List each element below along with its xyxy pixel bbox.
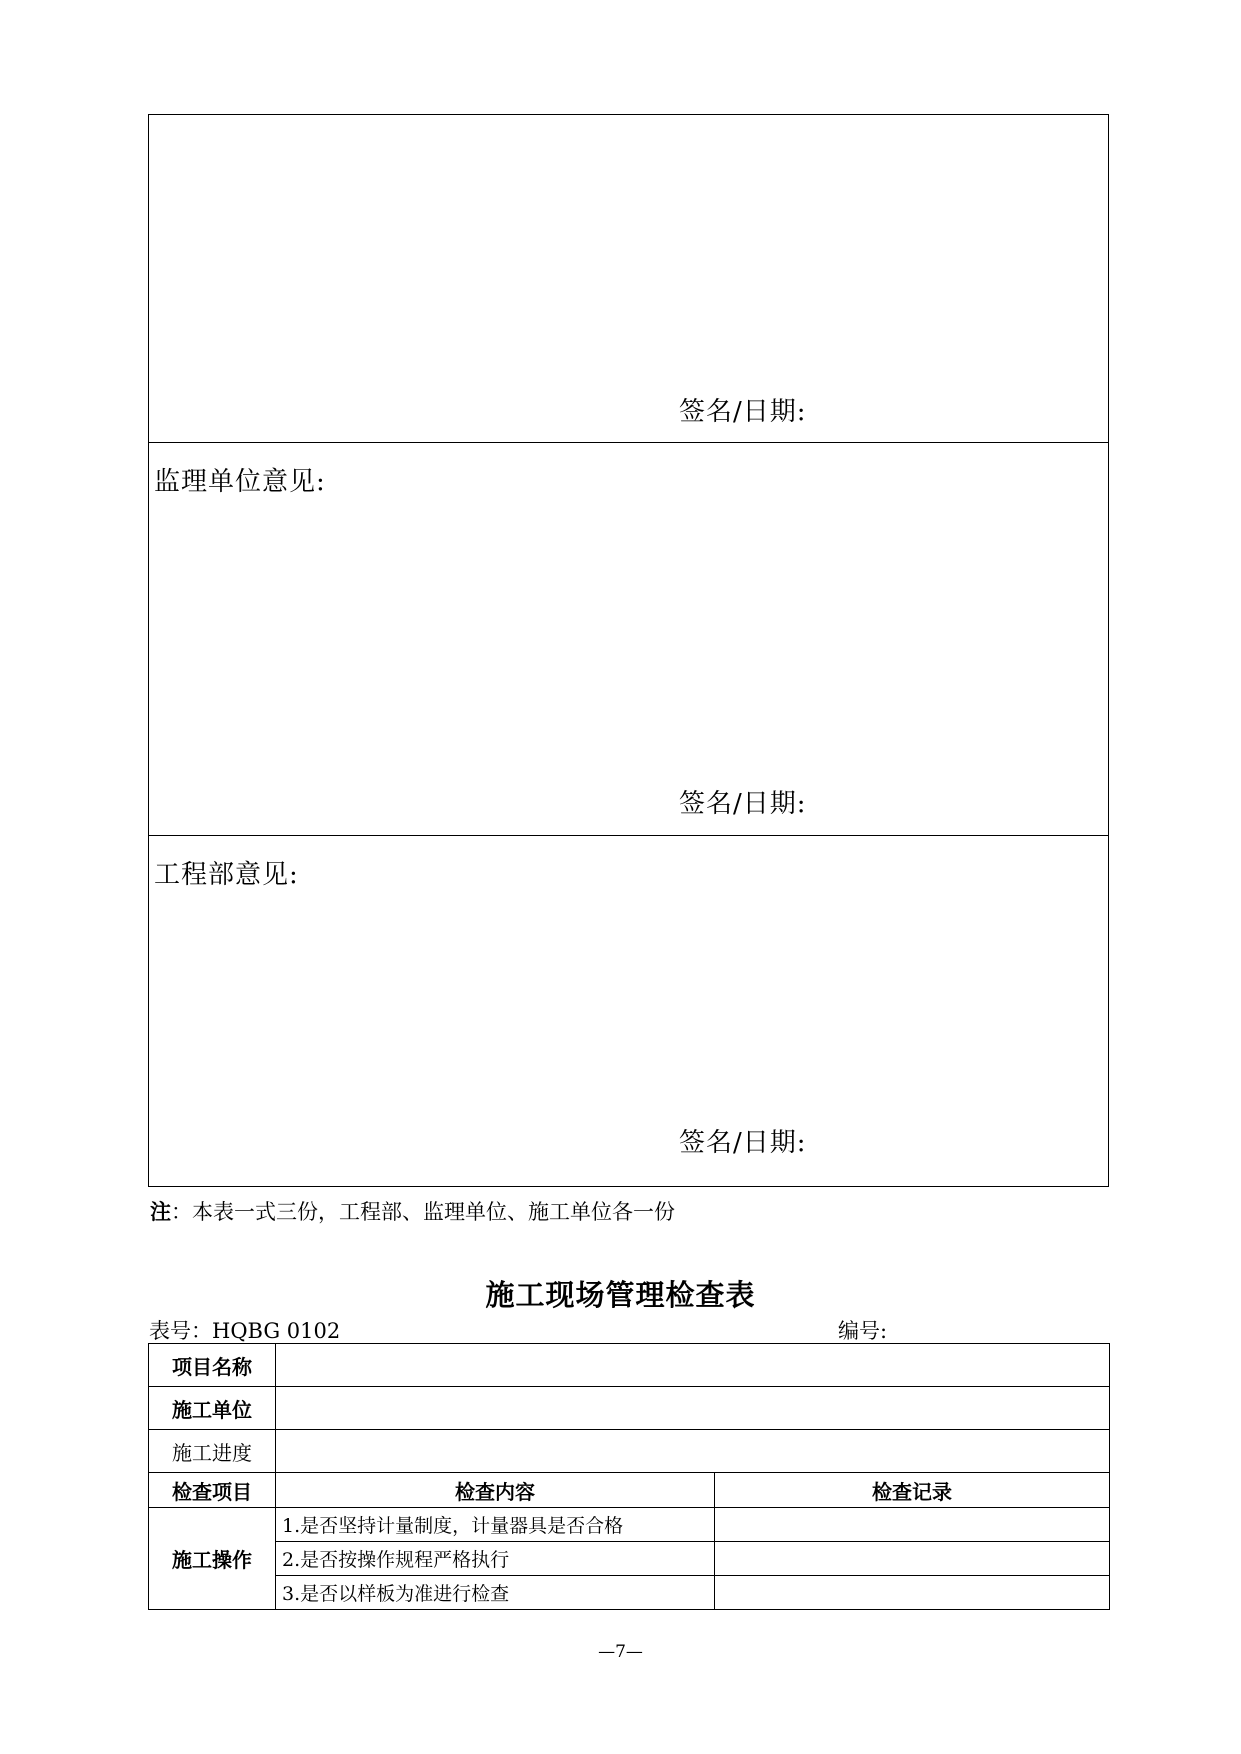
check-content-cell: 3.是否以样板为准进行检查 xyxy=(276,1576,715,1610)
check-record-cell[interactable] xyxy=(715,1508,1110,1542)
opinion-box xyxy=(148,114,1109,1187)
table-row xyxy=(149,1576,1110,1610)
serial-number-label: 编号: xyxy=(838,1319,888,1343)
header-check-item: 检查项目 xyxy=(149,1473,276,1508)
header-check-content: 检查内容 xyxy=(276,1473,715,1508)
construction-unit-label: 施工单位 xyxy=(149,1387,276,1430)
construction-progress-value[interactable] xyxy=(276,1430,1110,1473)
project-name-label: 项目名称 xyxy=(149,1344,276,1387)
sign-date-label: 签名/日期: xyxy=(679,1128,807,1158)
check-content-cell: 1.是否坚持计量制度，计量器具是否合格 xyxy=(276,1508,715,1542)
table-row xyxy=(149,1430,1110,1473)
check-content-cell: 2.是否按操作规程严格执行 xyxy=(276,1542,715,1576)
note-text: ：本表一式三份，工程部、监理单位、施工单位各一份 xyxy=(171,1200,675,1224)
sign-date-label: 签名/日期: xyxy=(679,789,807,819)
engineering-opinion-title: 工程部意见: xyxy=(154,860,299,890)
supervisor-opinion-title: 监理单位意见: xyxy=(154,467,326,497)
opinion-section-engineering xyxy=(149,836,1108,1188)
table-row xyxy=(149,1542,1110,1576)
construction-unit-value[interactable] xyxy=(276,1387,1110,1430)
project-name-value[interactable] xyxy=(276,1344,1110,1387)
group-construction-operation: 施工操作 xyxy=(149,1508,276,1610)
form-number-label: 表号：HQBG 0102 xyxy=(149,1319,341,1343)
opinion-section-supervisor xyxy=(149,443,1108,836)
page-number: —7— xyxy=(598,1642,643,1662)
table-row xyxy=(149,1344,1110,1387)
opinion-section-prev xyxy=(149,115,1108,443)
construction-progress-label: 施工进度 xyxy=(149,1430,276,1473)
table-row xyxy=(149,1387,1110,1430)
note-lead: 注 xyxy=(150,1200,171,1224)
form-title: 施工现场管理检查表 xyxy=(485,1278,756,1312)
header-check-record: 检查记录 xyxy=(715,1473,1110,1508)
check-record-cell[interactable] xyxy=(715,1542,1110,1576)
table-header-row xyxy=(149,1473,1110,1508)
table-row xyxy=(149,1508,1110,1542)
check-record-cell[interactable] xyxy=(715,1576,1110,1610)
form-note xyxy=(150,1196,675,1226)
inspection-table xyxy=(148,1343,1110,1610)
sign-date-label: 签名/日期: xyxy=(679,397,807,427)
